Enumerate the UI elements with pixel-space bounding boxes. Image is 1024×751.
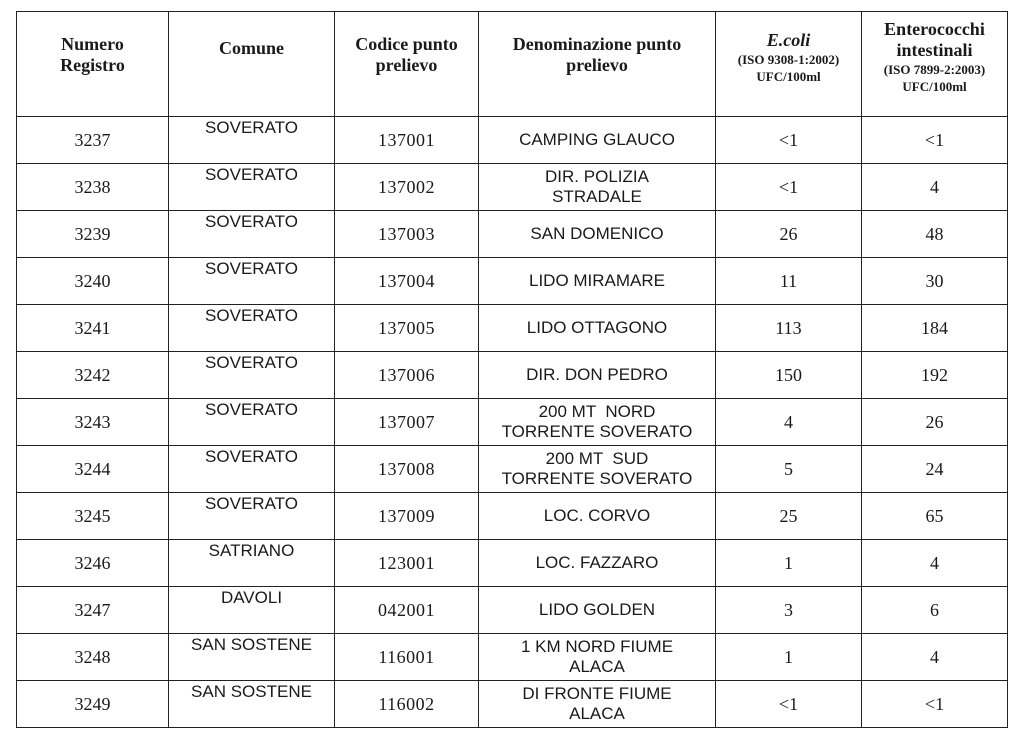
codice-cell: 123001 [335,540,479,587]
denominazione-cell [479,540,716,587]
codice-cell: 137009 [335,493,479,540]
denominazione-cell [479,258,716,305]
ecoli-value-cell: <1 [716,164,862,211]
ecoli-value-cell: 26 [716,211,862,258]
comune-cell: DAVOLI [169,587,335,634]
table-row [17,305,1008,352]
denominazione-cell [479,587,716,634]
comune-cell: SOVERATO [169,211,335,258]
denominazione-line1: CAMPING GLAUCO [519,130,675,149]
comune-cell: SAN SOSTENE [169,634,335,681]
enterococchi-value-cell: 4 [862,540,1008,587]
ecoli-value-cell: 4 [716,399,862,446]
enterococchi-value-cell: 192 [862,352,1008,399]
header-comune-label: Comune [218,38,284,58]
comune-cell: SOVERATO [169,493,335,540]
enterococchi-value-cell: 6 [862,587,1008,634]
denominazione-cell [479,634,716,681]
denominazione-cell [479,681,716,728]
denominazione-cell [479,352,716,399]
denominazione-line2: TORRENTE SOVERATO [501,469,693,488]
denominazione-line2: ALACA [569,657,625,676]
comune-cell: SATRIANO [169,540,335,587]
denominazione-line1: 1 KM NORD FIUME [520,637,674,656]
ecoli-value-cell: 5 [716,446,862,493]
header-ecoli [716,12,862,117]
denominazione-line1: LOC. FAZZARO [535,553,659,572]
header-enterococchi [862,12,1008,117]
codice-cell: 137003 [335,211,479,258]
denominazione-cell [479,446,716,493]
table-row [17,258,1008,305]
header-denominazione-line2: prelievo [566,55,628,75]
denominazione-cell [479,493,716,540]
denominazione-line1: DIR. DON PEDRO [526,365,668,384]
table-row [17,681,1008,728]
header-numero-registro [17,12,169,117]
denominazione-line1: DIR. POLIZIA [545,167,649,186]
numero-registro-cell: 3248 [17,634,169,681]
ecoli-value-cell: 1 [716,540,862,587]
numero-registro-cell: 3245 [17,493,169,540]
header-entero-line1: Enterococchi [884,19,985,39]
ecoli-value-cell: 3 [716,587,862,634]
ecoli-value-cell: 1 [716,634,862,681]
codice-cell: 137007 [335,399,479,446]
header-numero-label: Numero [61,34,124,54]
comune-cell: SOVERATO [169,164,335,211]
enterococchi-value-cell: <1 [862,117,1008,164]
header-denominazione [479,12,716,117]
denominazione-line1: DI FRONTE FIUME [522,684,672,703]
numero-registro-cell: 3241 [17,305,169,352]
codice-cell: 137001 [335,117,479,164]
comune-cell: SOVERATO [169,399,335,446]
denominazione-line1: 200 MT NORD [538,402,656,421]
enterococchi-value-cell: 30 [862,258,1008,305]
numero-registro-cell: 3244 [17,446,169,493]
header-ecoli-method: (ISO 9308-1:2002) [737,51,840,67]
denominazione-line2: TORRENTE SOVERATO [501,422,693,441]
codice-cell: 137005 [335,305,479,352]
denominazione-line1: SAN DOMENICO [530,224,664,243]
denominazione-line1: LIDO MIRAMARE [528,271,666,290]
header-entero-unit: UFC/100ml [902,79,967,94]
enterococchi-value-cell: <1 [862,681,1008,728]
results-table [16,11,1008,728]
comune-cell: SOVERATO [169,352,335,399]
enterococchi-value-cell: 65 [862,493,1008,540]
table-row [17,540,1008,587]
codice-cell: 137004 [335,258,479,305]
codice-cell: 137006 [335,352,479,399]
header-row [17,12,1008,117]
table-row [17,634,1008,681]
ecoli-value-cell: 25 [716,493,862,540]
comune-cell: SOVERATO [169,305,335,352]
codice-cell: 137002 [335,164,479,211]
ecoli-value-cell: <1 [716,681,862,728]
header-ecoli-unit: UFC/100ml [756,68,821,84]
numero-registro-cell: 3239 [17,211,169,258]
codice-cell: 116002 [335,681,479,728]
ecoli-value-cell: 11 [716,258,862,305]
numero-registro-cell: 3237 [17,117,169,164]
numero-registro-cell: 3238 [17,164,169,211]
table-row [17,493,1008,540]
denominazione-line2: ALACA [569,704,625,723]
denominazione-line2: STRADALE [552,187,642,206]
header-denominazione-line1: Denominazione punto [512,34,682,54]
header-codice-line1: Codice punto [355,34,458,54]
enterococchi-value-cell: 4 [862,164,1008,211]
table-row [17,352,1008,399]
enterococchi-value-cell: 48 [862,211,1008,258]
denominazione-cell [479,305,716,352]
table-row [17,399,1008,446]
header-comune [169,12,335,117]
numero-registro-cell: 3242 [17,352,169,399]
ecoli-value-cell: 150 [716,352,862,399]
denominazione-line1: LIDO OTTAGONO [526,318,668,337]
header-codice [335,12,479,117]
header-entero-method: (ISO 7899-2:2003) [883,62,986,77]
comune-cell: SAN SOSTENE [169,681,335,728]
denominazione-cell [479,117,716,164]
denominazione-cell [479,164,716,211]
table-row [17,117,1008,164]
numero-registro-cell: 3243 [17,399,169,446]
enterococchi-value-cell: 26 [862,399,1008,446]
header-entero-line2: intestinali [896,40,973,60]
table-row [17,164,1008,211]
enterococchi-value-cell: 24 [862,446,1008,493]
header-ecoli-title: E.coli [766,29,811,50]
table-body [17,117,1008,728]
comune-cell: SOVERATO [169,258,335,305]
table-row [17,446,1008,493]
table-row [17,587,1008,634]
ecoli-value-cell: <1 [716,117,862,164]
header-codice-line2: prelievo [375,55,438,75]
enterococchi-value-cell: 184 [862,305,1008,352]
codice-cell: 042001 [335,587,479,634]
denominazione-cell [479,211,716,258]
comune-cell: SOVERATO [169,117,335,164]
codice-cell: 137008 [335,446,479,493]
denominazione-line1: 200 MT SUD [545,449,649,468]
enterococchi-value-cell: 4 [862,634,1008,681]
numero-registro-cell: 3249 [17,681,169,728]
comune-cell: SOVERATO [169,446,335,493]
denominazione-line1: LIDO GOLDEN [538,600,656,619]
table-row [17,211,1008,258]
numero-registro-cell: 3246 [17,540,169,587]
denominazione-line1: LOC. CORVO [543,506,651,525]
denominazione-cell [479,399,716,446]
header-registro-label: Registro [60,55,125,75]
numero-registro-cell: 3240 [17,258,169,305]
numero-registro-cell: 3247 [17,587,169,634]
ecoli-value-cell: 113 [716,305,862,352]
codice-cell: 116001 [335,634,479,681]
